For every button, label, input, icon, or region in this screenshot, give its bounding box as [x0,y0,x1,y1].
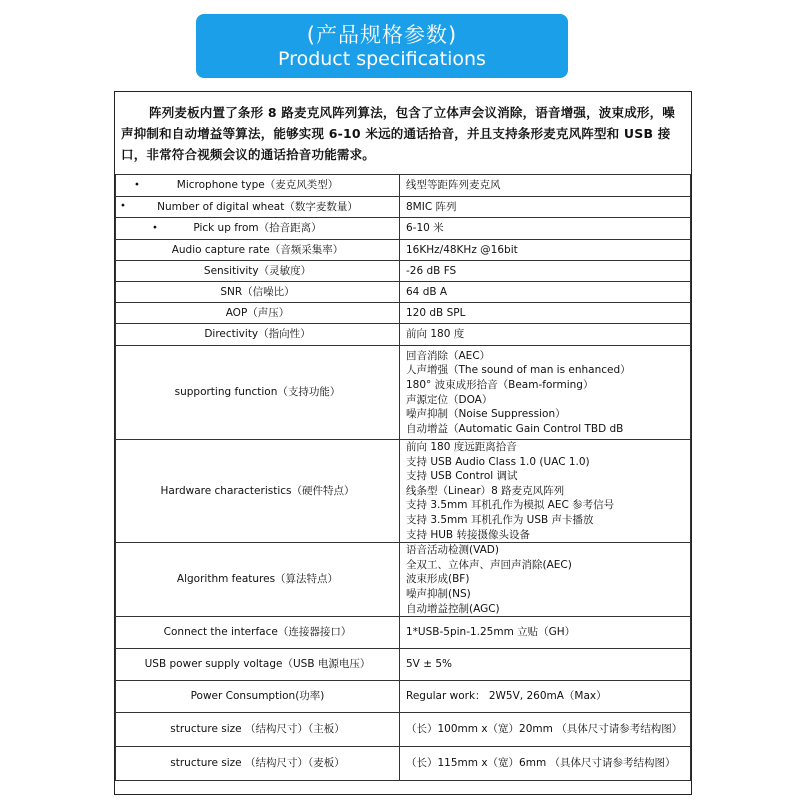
spec-key-label: Number of digital wheat（数字麦数量） [157,200,358,213]
spec-key-label: structure size （结构尺寸）（麦板） [170,757,345,770]
spec-document [114,91,692,795]
spec-value-line: 全双工、立体声、声回声消除(AEC) [406,558,572,571]
spec-value-line: 线条型（Linear）8 路麦克风阵列 [406,484,565,497]
bullet-marker: • [152,222,158,234]
spec-value-cell [400,324,691,346]
spec-key-cell [116,713,400,747]
spec-key-cell [116,543,400,617]
spec-key-label: AOP（声压） [225,306,290,319]
spec-key-cell [116,240,400,261]
spec-value-cell [400,617,691,649]
spec-value-cell [400,197,691,218]
spec-value-line: Regular work： 2W5V, 260mA（Max） [406,690,607,703]
spec-row [116,713,691,747]
spec-row [116,747,691,781]
spec-row [116,440,691,543]
title-banner [196,14,568,78]
spec-key-cell [116,197,400,218]
spec-value-cell [400,440,691,543]
spec-value-cell [400,747,691,781]
spec-value-line: 支持 3.5mm 耳机孔作为模拟 AEC 参考信号 [406,499,615,512]
spec-value-cell [400,282,691,303]
spec-key-label: structure size （结构尺寸）（主板） [170,723,345,736]
spec-value-line: 人声增强（The sound of man is enhanced） [406,364,631,377]
spec-key-label: supporting function（支持功能） [174,386,341,399]
spec-key-cell [116,303,400,324]
spec-key-label: Hardware characteristics（硬件特点） [160,484,355,497]
spec-value-line: -26 dB FS [406,264,457,277]
spec-value-line: 线型等距阵列麦克风 [406,179,501,192]
spec-row [116,303,691,324]
spec-value-line: 64 dB A [406,285,448,298]
spec-key-cell [116,617,400,649]
spec-value-line: 1*USB-5pin-1.25mm 立贴（GH） [406,626,576,639]
spec-row [116,649,691,681]
spec-row [116,261,691,282]
spec-row [116,197,691,218]
spec-row [116,218,691,240]
spec-value-line: 噪声抑制(NS) [406,587,471,600]
spec-value-line: 前向 180 度远距离拾音 [406,441,517,453]
spec-key-cell [116,175,400,197]
spec-value-line: 波束形成(BF) [406,573,470,586]
spec-value-line: 语音活动检测(VAD) [406,544,499,557]
spec-value-cell [400,681,691,713]
spec-value-line: 6-10 米 [406,222,444,235]
spec-row [116,543,691,617]
spec-key-label: Microphone type（麦克风类型） [176,179,339,192]
spec-value-line: 16KHz/48KHz @16bit [406,243,518,256]
spec-row [116,282,691,303]
spec-value-line: 120 dB SPL [406,306,466,319]
spec-key-label: Pick up from（拾音距离） [193,222,322,235]
spec-value-line: （长）115mm x（宽）6mm （具体尺寸请参考结构图） [406,757,676,770]
spec-key-cell [116,261,400,282]
spec-key-label: SNR（信噪比） [220,285,295,298]
spec-key-cell [116,324,400,346]
intro-paragraph: 阵列麦板内置了条形 8 路麦克风阵列算法，包含了立体声会议消除，语音增强，波束成形，噪声抑制和自动增益等算法，能够实现 6-10 米远的通话拾音，并且支持条形麦克风阵型和 USB 接口，非常符合视频会议的通话拾音功能需求。 [121,105,676,162]
spec-key-label: Audio capture rate（音频采集率） [171,243,344,256]
spec-key-cell [116,282,400,303]
spec-row [116,175,691,197]
spec-value-line: 前向 180 度 [406,328,465,341]
spec-value-cell [400,240,691,261]
spec-value-cell [400,218,691,240]
bullet-marker: • [134,179,140,191]
spec-value-line: 支持 USB Audio Class 1.0 (UAC 1.0) [406,455,590,468]
banner-title-english: Product specifications [278,48,486,70]
spec-value-cell [400,649,691,681]
spec-row [116,681,691,713]
spec-value-line: 回音消除（AEC） [406,349,491,362]
spec-value-cell [400,175,691,197]
bullet-marker: • [120,200,126,212]
spec-value-cell [400,346,691,440]
spec-key-cell [116,681,400,713]
banner-title-chinese: (产品规格参数) [306,23,458,47]
spec-value-line: 180° 波束成形拾音（Beam-forming） [406,378,594,391]
spec-value-line: 声源定位（DOA） [406,393,493,406]
spec-key-cell [116,346,400,440]
spec-value-cell [400,543,691,617]
spec-value-line: （长）100mm x（宽）20mm （具体尺寸请参考结构图） [406,723,683,736]
spec-key-cell [116,218,400,240]
spec-value-line: 5V ± 5% [406,658,452,671]
spec-value-cell [400,261,691,282]
spec-value-line: 支持 USB Control 调试 [406,470,518,483]
spec-value-line: 支持 3.5mm 耳机孔作为 USB 声卡播放 [406,513,594,526]
spec-row [116,324,691,346]
spec-table [115,174,691,781]
spec-row [116,240,691,261]
spec-key-label: Algorithm features（算法特点） [176,573,339,586]
spec-value-line: 自动增益控制(AGC) [406,602,500,615]
spec-value-line: 自动增益（Automatic Gain Control TBD dB [406,422,624,435]
spec-value-line: 支持 HUB 转接摄像头设备 [406,528,530,541]
spec-key-label: Connect the interface（连接器接口） [163,626,352,639]
spec-key-label: Directivity（指向性） [204,328,311,341]
spec-value-cell [400,713,691,747]
spec-key-cell [116,649,400,681]
spec-key-label: Power Consumption(功率) [190,690,325,703]
spec-key-cell [116,440,400,543]
spec-row [116,346,691,440]
spec-row [116,617,691,649]
spec-value-line: 8MIC 阵列 [406,200,457,213]
spec-key-label: USB power supply voltage（USB 电源电压） [144,658,371,671]
spec-key-cell [116,747,400,781]
spec-key-label: Sensitivity（灵敏度） [203,264,312,277]
spec-value-cell [400,303,691,324]
spec-value-line: 噪声抑制（Noise Suppression） [406,408,566,421]
